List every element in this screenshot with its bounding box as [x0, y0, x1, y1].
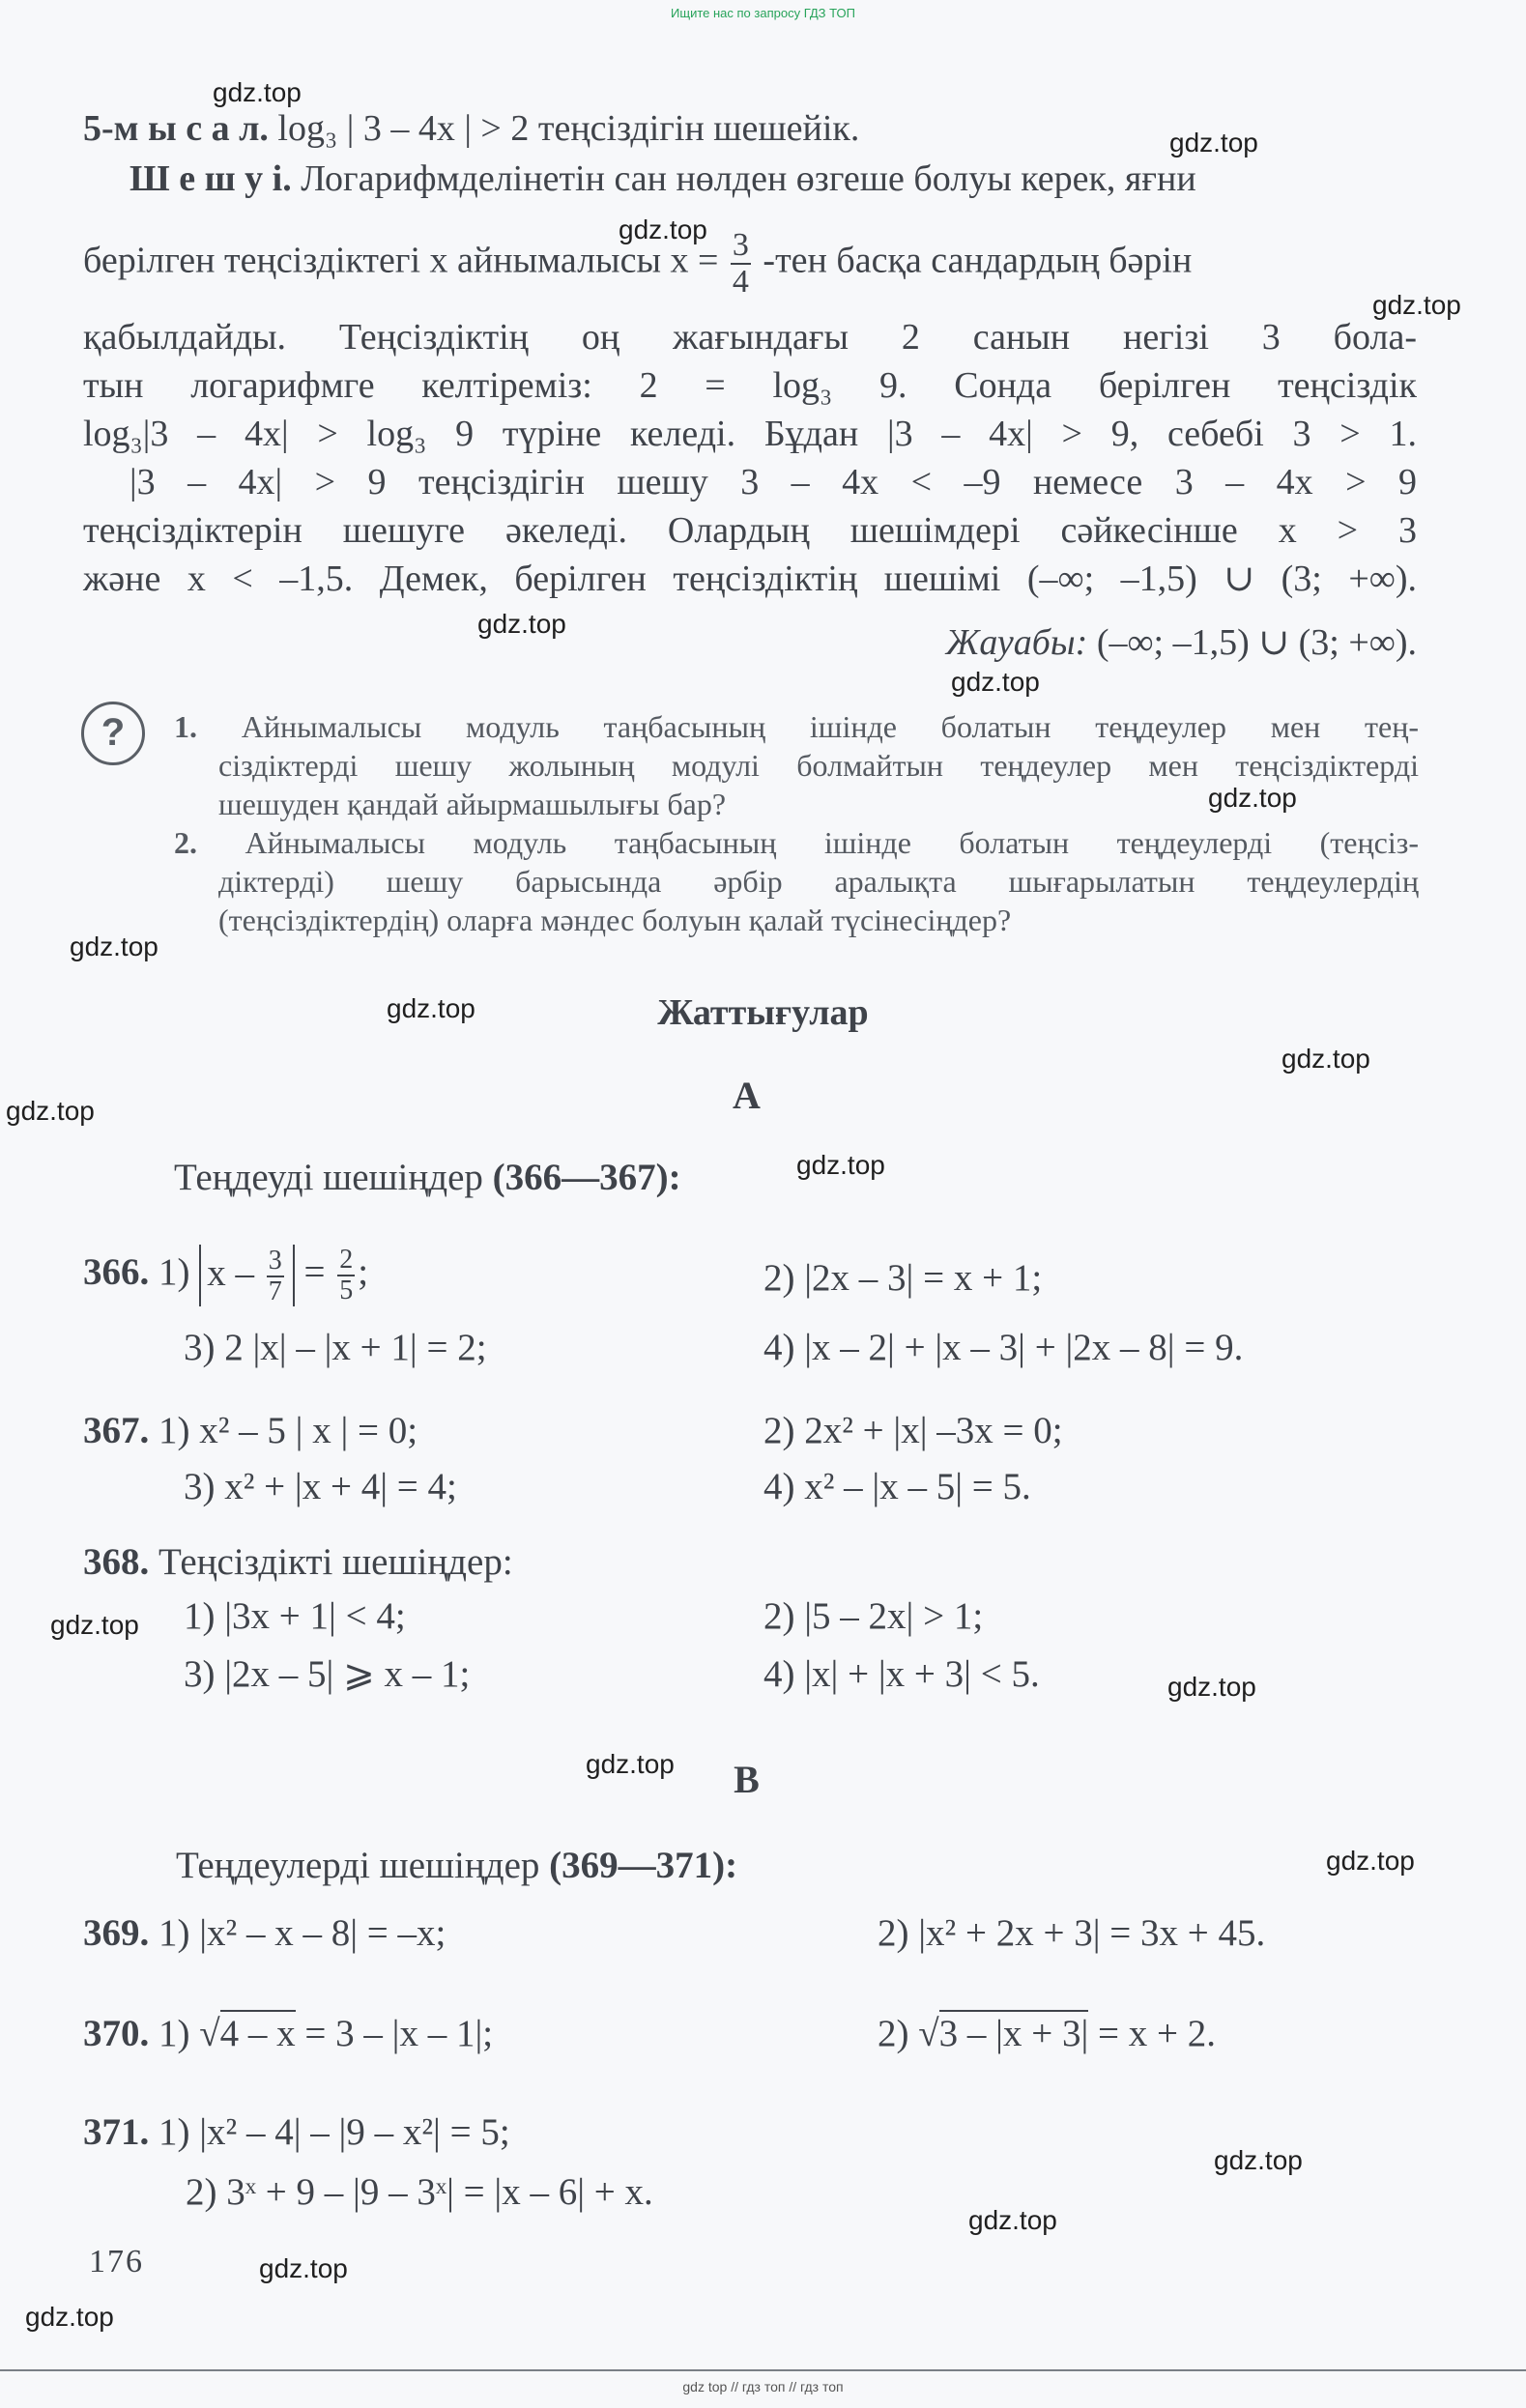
question-number: 2.	[174, 825, 197, 860]
problem-370-item-1	[83, 2012, 493, 2055]
problem-367-item-4: 4) x² – |x – 5| = 5.	[763, 1466, 1031, 1507]
problem-number: 366.	[83, 1250, 150, 1293]
intro-a	[174, 1156, 681, 1199]
watermark: gdz.top	[796, 1150, 885, 1180]
solution-word: Ш е ш у і.	[130, 158, 292, 199]
intro-a-text: Теңдеуді шешіңдер	[174, 1157, 483, 1198]
solution-line-2	[83, 228, 1417, 300]
problem-371-item-2: 2) 3ˣ + 9 – |9 – 3ˣ| = |x – 6| + x.	[186, 2171, 653, 2213]
problem-369-item-1	[83, 1911, 446, 1955]
problem-number: 367.	[83, 1410, 150, 1451]
footer-divider	[0, 2369, 1526, 2371]
problem-368-item-1: 1) |3x + 1| < 4;	[184, 1595, 406, 1637]
sqrt-sign: 2) √	[878, 2013, 939, 2054]
watermark: gdz.top	[1169, 128, 1258, 158]
answer-value: (–∞; –1,5) ∪ (3; +∞).	[1096, 622, 1417, 663]
denominator: 7	[268, 1276, 282, 1307]
solution-line-4: тын логарифмге келтіреміз: 2 = log₃ 9. Сонда берілген теңсіздік	[83, 365, 1417, 406]
fraction-three-quarters	[731, 228, 751, 300]
problem-number: 369.	[83, 1912, 150, 1954]
problem-370-item-2	[878, 2012, 1216, 2055]
watermark: gdz.top	[25, 2302, 114, 2332]
intro-b-text: Теңдеулерді шешіңдер	[176, 1845, 540, 1886]
absolute-value-box	[199, 1245, 295, 1306]
watermark: gdz.top	[951, 667, 1040, 697]
watermark: gdz.top	[6, 1096, 95, 1126]
equals-sign: =	[303, 1250, 326, 1293]
solution-text-2a: берілген теңсіздіктегі x айнымалысы x =	[83, 240, 719, 281]
problem-366-item-4: 4) |x – 2| + |x – 3| + |2x – 8| = 9.	[763, 1327, 1244, 1368]
example-task-line	[83, 104, 1417, 153]
solution-line-8: және x < –1,5. Демек, берілген теңсіздіктің шешімі (–∞; –1,5) ∪ (3; +∞).	[83, 559, 1417, 599]
problem-371-item-1	[83, 2110, 510, 2154]
numerator: 3	[268, 1246, 282, 1276]
fraction-numerator: 3	[732, 227, 749, 263]
watermark: gdz.top	[213, 77, 302, 107]
solution-text-2b: -тен басқа сандардың бәрін	[763, 240, 1193, 281]
question-2-line-3: (теңсіздіктердің) оларға мәндес болуын қалай түсінесіңдер?	[218, 903, 1012, 937]
item-text: 1) |x² – 4| – |9 – x²| = 5;	[158, 2111, 510, 2153]
problem-368-intro	[83, 1540, 513, 1584]
solution-text-1: Логарифмделінетін сан нөлден өзгеше болуы керек, яғни	[301, 158, 1196, 199]
problem-366-item-3: 3) 2 |x| – |x + 1| = 2;	[184, 1327, 487, 1368]
question-number: 1.	[174, 709, 197, 744]
item-text: 1) x² – 5 | x | = 0;	[158, 1410, 418, 1451]
problem-number: 370.	[83, 2013, 150, 2054]
solution-line-5: log₃|3 – 4x| > log₃ 9 түріне келеді. Бұдан |3 – 4x| > 9, себебі 3 > 1.	[83, 414, 1417, 454]
item-text: 1) |x² – x – 8| = –x;	[158, 1912, 446, 1954]
question-item-1	[174, 707, 1419, 823]
question-text: Айнымалысы модуль таңбасының ішінде болатын теңдеулерді (теңсіз-	[245, 825, 1420, 860]
section-b-heading: В	[734, 1758, 760, 1801]
watermark: gdz.top	[1167, 1672, 1256, 1702]
page-number: 176	[89, 2244, 144, 2279]
item-rest: = 3 – |x – 1|;	[304, 2013, 494, 2054]
problem-366-item-1	[83, 1245, 368, 1306]
exercises-title: Жаттығулар	[657, 992, 869, 1033]
watermark: gdz.top	[259, 2253, 348, 2283]
watermark: gdz.top	[619, 215, 707, 244]
problem-368-item-4: 4) |x| + |x + 3| < 5.	[763, 1653, 1040, 1695]
problem-369-item-2: 2) |x² + 2x + 3| = 3x + 45.	[878, 1912, 1266, 1954]
solution-line-3: қабылдайды. Теңсіздіктің оң жағындағы 2 санын негізі 3 бола-	[83, 317, 1417, 358]
watermark: gdz.top	[586, 1749, 675, 1779]
fraction-denominator: 4	[732, 264, 749, 300]
watermark: gdz.top	[1208, 783, 1297, 813]
problem-number: 368.	[83, 1541, 150, 1583]
watermark: gdz.top	[477, 609, 566, 639]
watermark: gdz.top	[70, 932, 158, 961]
answer-label: Жауабы:	[945, 622, 1088, 663]
intro-a-range: (366—367):	[492, 1157, 681, 1198]
expression: x –	[207, 1252, 254, 1294]
watermark: gdz.top	[1326, 1846, 1415, 1876]
example-task: log₃ | 3 – 4x | > 2 теңсіздігін шешейік.	[277, 108, 860, 149]
semicolon: ;	[358, 1250, 369, 1293]
intro-b	[176, 1844, 737, 1887]
radicand: 4 – x	[220, 2010, 296, 2054]
question-1-line-1	[174, 707, 1419, 746]
section-a-heading: А	[733, 1074, 761, 1117]
solution-line-7: теңсіздіктерін шешуге әкеледі. Олардың шешімдері сәйкесінше x > 3	[83, 510, 1417, 551]
question-1-line-3: шешуден қандай айырмашылығы бар?	[218, 787, 727, 821]
question-2-line-1	[174, 823, 1419, 862]
problem-367-item-3: 3) x² + |x + 4| = 4;	[184, 1466, 457, 1507]
problem-368-item-2: 2) |5 – 2x| > 1;	[763, 1595, 984, 1637]
solution-line-6: |3 – 4x| > 9 теңсіздігін шешу 3 – 4x < –9 немесе 3 – 4x > 9	[130, 462, 1417, 502]
watermark: gdz.top	[1281, 1044, 1370, 1074]
watermark: gdz.top	[968, 2205, 1057, 2235]
watermark: gdz.top	[1372, 290, 1461, 320]
question-2-line-2: діктерді) шешу барысында әрбір аралықта шығарылатын теңдеулердің	[218, 864, 1419, 899]
top-banner[interactable]: Ищите нас по запросу ГДЗ ТОП	[671, 6, 855, 20]
problem-368-item-3: 3) |2x – 5| ⩾ x – 1;	[184, 1653, 471, 1695]
radicand: 3 – |x + 3|	[939, 2010, 1089, 2054]
fraction	[267, 1247, 284, 1306]
fraction	[337, 1246, 355, 1305]
question-1-line-2: сіздіктерді шешу жолының модулі болмайтын теңдеулер мен теңсіздіктерді	[218, 748, 1419, 783]
sqrt-sign: 1) √	[158, 2013, 220, 2054]
answer-line	[946, 618, 1417, 667]
item-label: 1)	[158, 1250, 190, 1293]
question-icon: ?	[81, 702, 145, 765]
intro-text: Теңсіздікті шешіңдер:	[158, 1541, 513, 1583]
footer-links[interactable]: gdz top // гдз топ // гдз топ	[682, 2379, 844, 2394]
solution-line-1	[130, 155, 1417, 203]
numerator: 2	[339, 1245, 354, 1276]
problem-366-item-2: 2) |2x – 3| = x + 1;	[763, 1257, 1043, 1299]
watermark: gdz.top	[387, 993, 475, 1023]
denominator: 5	[339, 1276, 354, 1306]
watermark: gdz.top	[1214, 2145, 1303, 2175]
question-item-2	[174, 823, 1419, 939]
problem-367-item-2: 2) 2x² + |x| –3x = 0;	[763, 1410, 1063, 1451]
intro-b-range: (369—371):	[549, 1845, 738, 1886]
example-heading: 5-м ы с а л.	[83, 108, 269, 149]
item-rest: = x + 2.	[1098, 2013, 1217, 2054]
problem-number: 371.	[83, 2111, 150, 2153]
problem-367-item-1	[83, 1409, 417, 1452]
watermark: gdz.top	[50, 1610, 139, 1640]
question-text: Айнымалысы модуль таңбасының ішінде болатын теңдеулер мен тең-	[241, 709, 1420, 744]
